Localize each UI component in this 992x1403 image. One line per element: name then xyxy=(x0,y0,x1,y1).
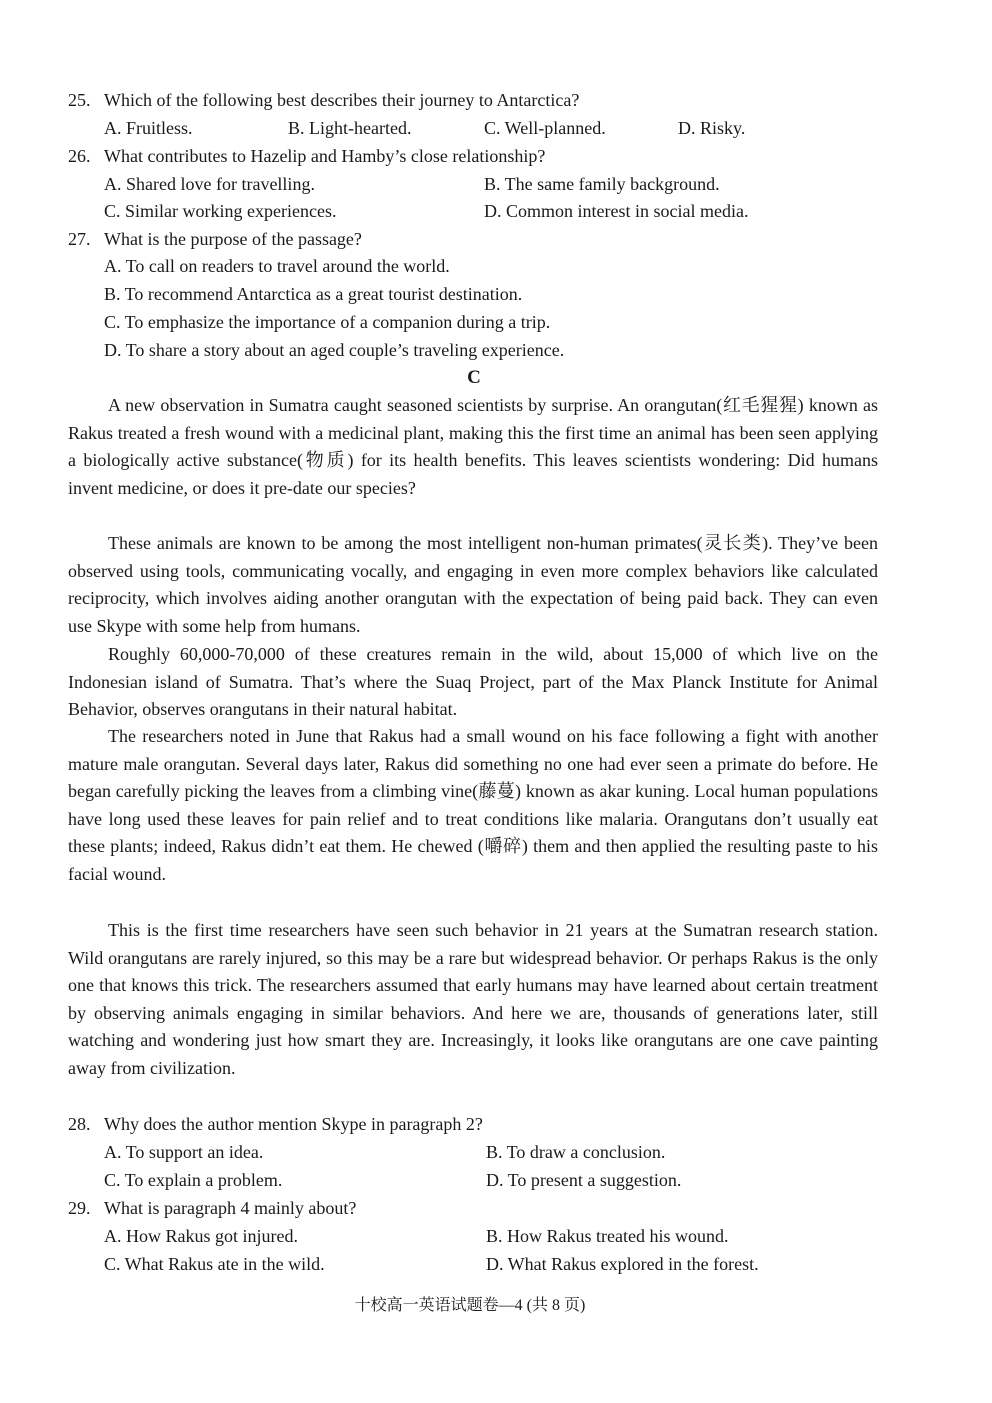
option-28-a: A. To support an idea. xyxy=(104,1142,264,1162)
option-29-d: D. What Rakus explored in the forest. xyxy=(486,1254,759,1274)
question-number: 26. xyxy=(68,146,91,166)
question-26 xyxy=(68,142,545,170)
option-25-d: D. Risky. xyxy=(678,118,746,138)
passage-paragraph-3: Roughly 60,000-70,000 of these creatures remain in the wild, about 15,000 of which live on the Indonesian island of Sumatra. That’s where the Suaq Project, part of the Max Planck Institute for Animal Behavior, observes orangutans in their natural habitat. xyxy=(68,644,878,720)
section-heading: C xyxy=(467,367,481,388)
option-29-c: C. What Rakus ate in the wild. xyxy=(104,1254,325,1274)
passage-paragraph-2: These animals are known to be among the most intelligent non-human primates(灵长类). They’ve been observed using tools, communicating vocally, and engaging in even more complex behaviors like calculated reciprocity, which involves aiding another orangutan with the expectation of being paid back. They can even use Skype with some help from humans. xyxy=(68,533,878,636)
question-stem: Why does the author mention Skype in paragraph 2? xyxy=(104,1114,483,1134)
option-26-c: C. Similar working experiences. xyxy=(104,201,337,221)
option-27-c: C. To emphasize the importance of a companion during a trip. xyxy=(104,312,551,332)
question-number: 29. xyxy=(68,1198,91,1218)
question-number: 25. xyxy=(68,90,91,110)
option-28-d: D. To present a suggestion. xyxy=(486,1170,682,1190)
question-number: 28. xyxy=(68,1114,91,1134)
question-27 xyxy=(68,225,362,253)
page-footer: 十校高一英语试题卷—4 (共 8 页) xyxy=(354,1297,586,1314)
question-stem: Which of the following best describes their journey to Antarctica? xyxy=(104,90,580,110)
question-stem: What is the purpose of the passage? xyxy=(104,229,362,249)
question-28 xyxy=(68,1110,483,1138)
option-25-b: B. Light-hearted. xyxy=(288,118,412,138)
option-26-d: D. Common interest in social media. xyxy=(484,201,749,221)
question-29 xyxy=(68,1194,356,1222)
question-stem: What contributes to Hazelip and Hamby’s close relationship? xyxy=(104,146,546,166)
option-29-b: B. How Rakus treated his wound. xyxy=(486,1226,729,1246)
passage-paragraph-1: A new observation in Sumatra caught seasoned scientists by surprise. An orangutan(红毛猩猩) known as Rakus treated a fresh wound with a medicinal plant, making this the first time an animal has been seen applying a biologically active substance(物质) for its health benefits. This leaves scientists wondering: Did humans invent medicine, or does it pre-date our species? xyxy=(68,395,878,498)
passage-paragraph-5: This is the first time researchers have seen such behavior in 21 years at the Sumatran research station. Wild orangutans are rarely injured, so this may be a rare but widespread behavior. Or perhaps Rakus is the only one that knows this trick. The researchers assumed that early humans may have learned about certain treatment by observing animals engaging in similar behaviors. And here we are, thousands of generations later, still watching and wondering just how smart they are. Increasingly, it looks like orangutans are one cave painting away from civilization. xyxy=(68,920,878,1078)
option-25-a: A. Fruitless. xyxy=(104,118,193,138)
option-28-c: C. To explain a problem. xyxy=(104,1170,283,1190)
option-27-d: D. To share a story about an aged couple’s traveling experience. xyxy=(104,340,565,360)
question-number: 27. xyxy=(68,229,91,249)
option-28-b: B. To draw a conclusion. xyxy=(486,1142,666,1162)
option-27-a: A. To call on readers to travel around the world. xyxy=(104,256,450,276)
question-25 xyxy=(68,86,579,114)
option-29-a: A. How Rakus got injured. xyxy=(104,1226,298,1246)
option-25-c: C. Well-planned. xyxy=(484,118,606,138)
passage-paragraph-4: The researchers noted in June that Rakus had a small wound on his face following a fight with another mature male orangutan. Several days later, Rakus did something no one had ever seen a primate do before. He began carefully picking the leaves from a climbing vine(藤蔓) known as akar kuning. Local human populations have long used these leaves for pain relief and to treat conditions like malaria. Orangutans don’t usually eat these plants; indeed, Rakus didn’t eat them. He chewed (嚼碎) them and then applied the resulting paste to his facial wound. xyxy=(68,726,878,884)
option-27-b: B. To recommend Antarctica as a great tourist destination. xyxy=(104,284,523,304)
question-stem: What is paragraph 4 mainly about? xyxy=(104,1198,357,1218)
option-26-a: A. Shared love for travelling. xyxy=(104,174,315,194)
option-26-b: B. The same family background. xyxy=(484,174,720,194)
